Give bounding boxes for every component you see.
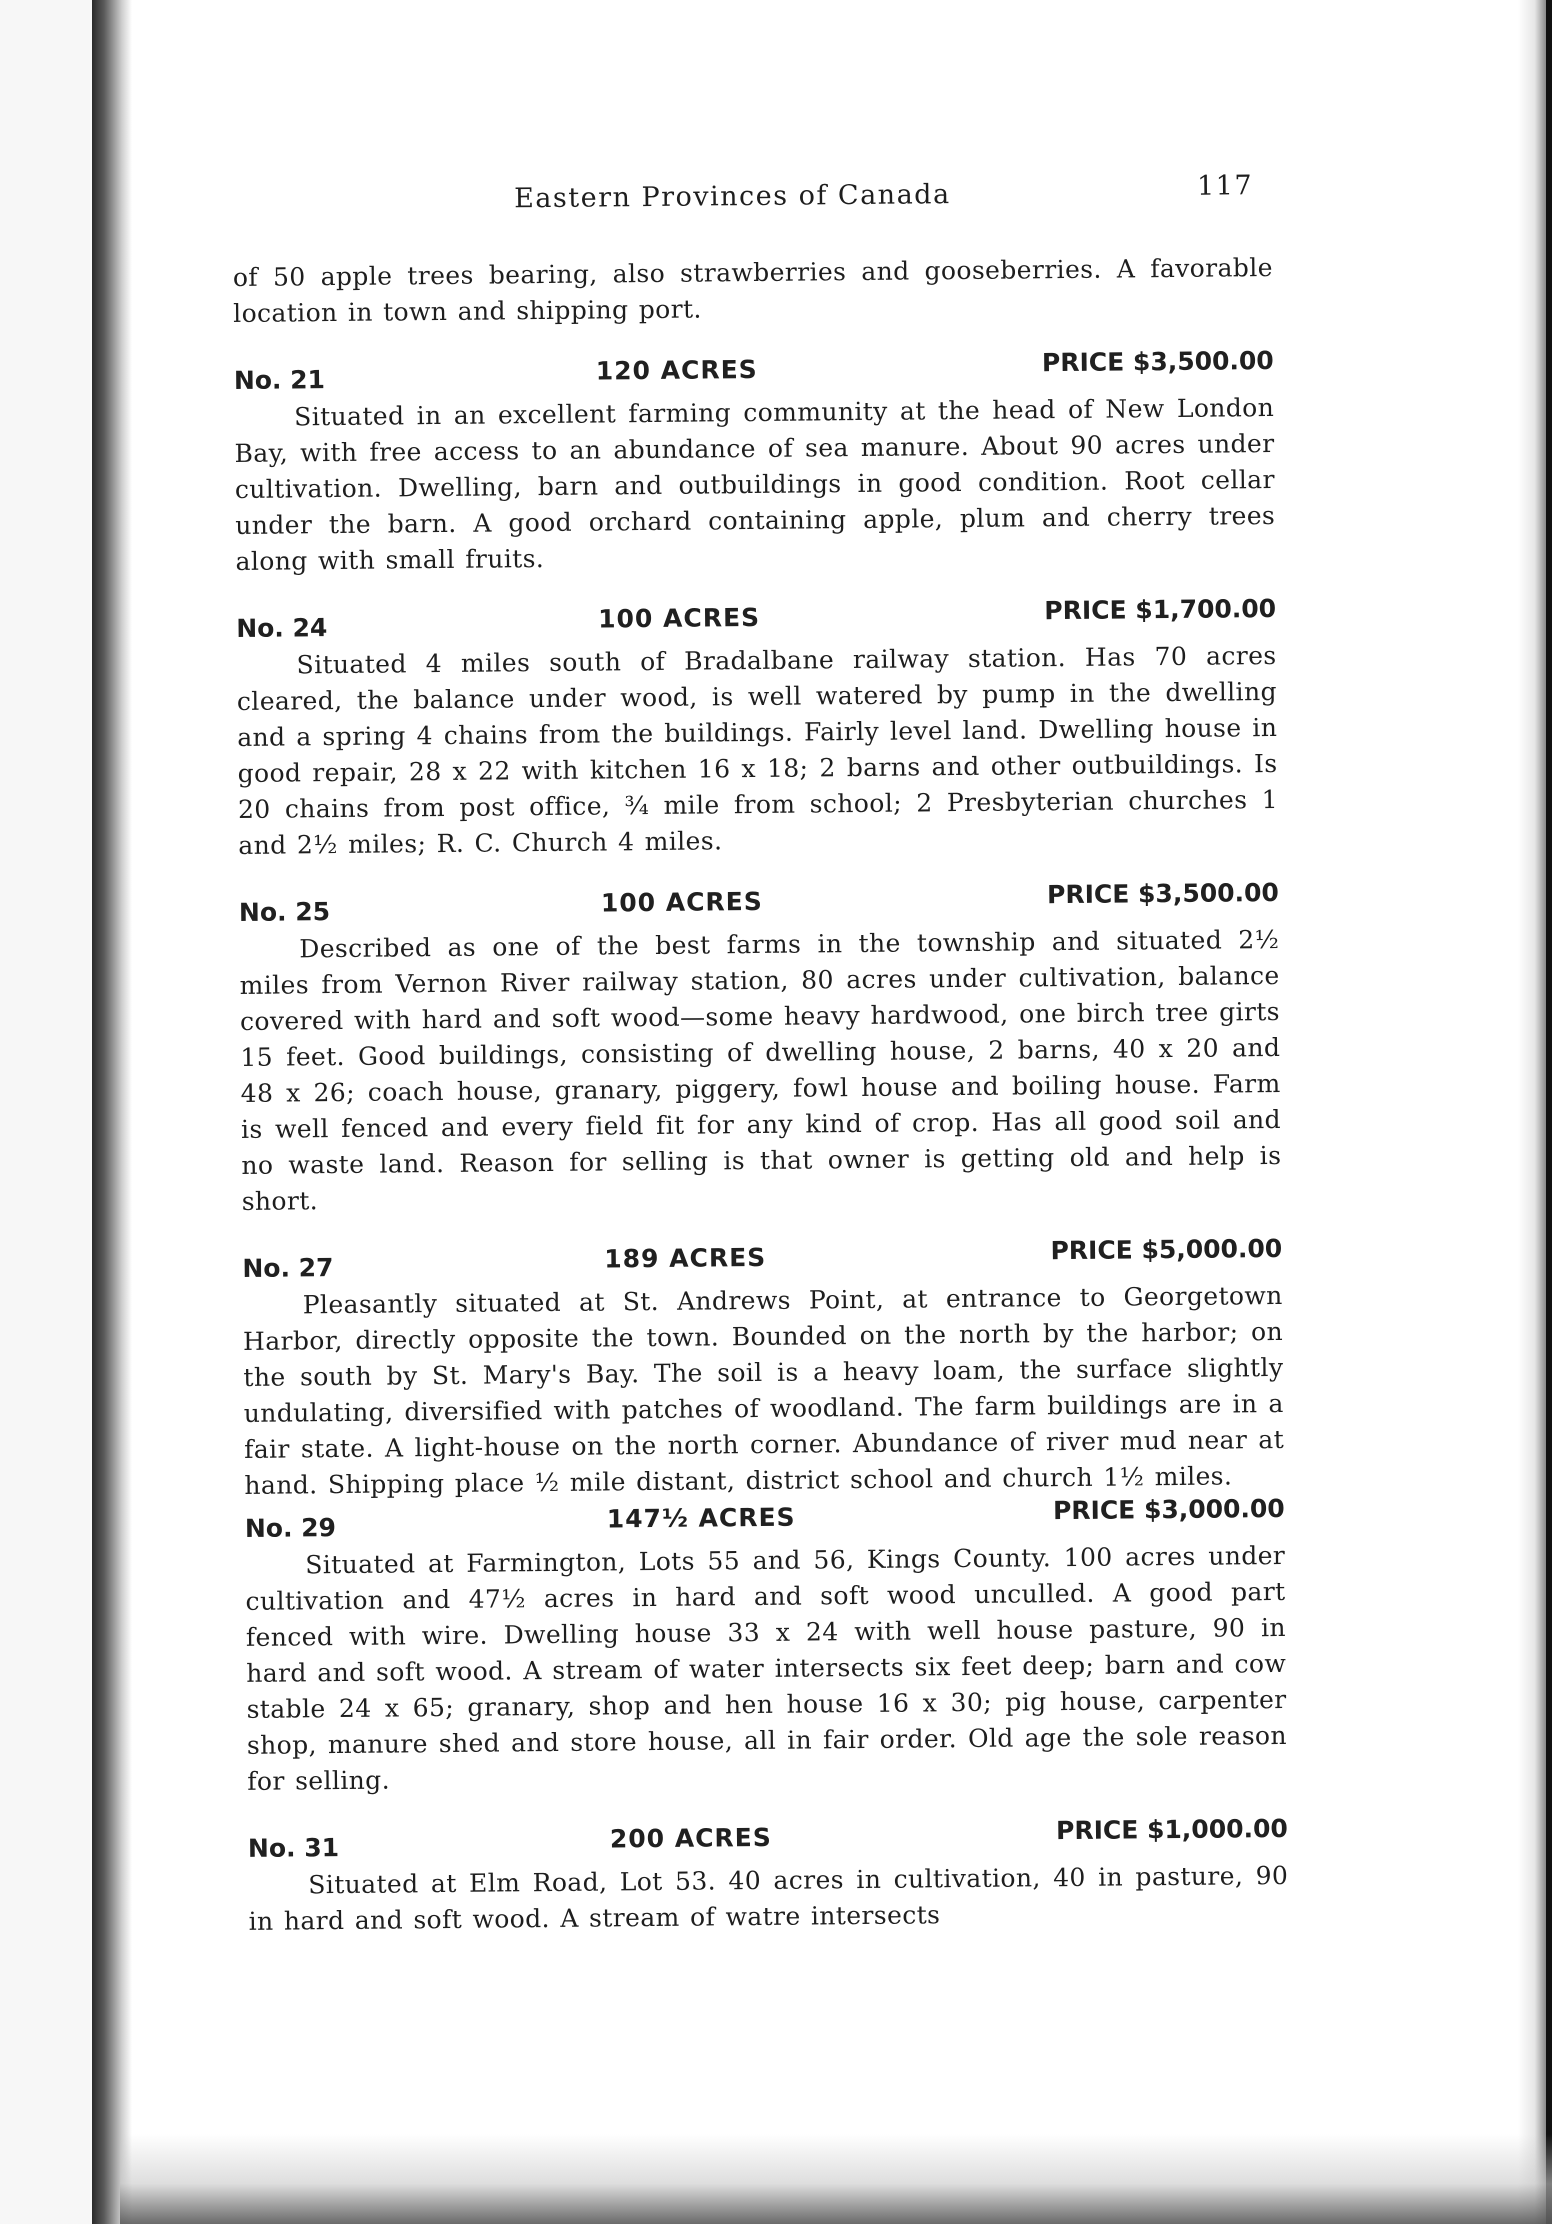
listing-no-21 bbox=[233, 346, 1276, 580]
listing-acres: 147½ ACRES bbox=[606, 1502, 796, 1534]
scan-border bbox=[1546, 0, 1552, 2224]
running-head bbox=[232, 170, 1272, 230]
listing-number: No. 29 bbox=[244, 1513, 337, 1543]
running-head-title: Eastern Provinces of Canada bbox=[513, 179, 951, 215]
book-gutter bbox=[92, 0, 132, 2224]
listing-description: Situated at Elm Road, Lot 53. 40 acres in cultivation, 40 in pasture, 90 in hard and soft wood. A stream of watre intersects bbox=[248, 1860, 1289, 1936]
listing-price: PRICE $5,000.00 bbox=[1050, 1233, 1283, 1266]
listing-description: Situated in an excellent farming community at the head of New London Bay, with free access to an abundance of sea manure. About 90 acres under cultivation. Dwelling, barn and outbuildings in good condition. Root cellar under the barn. A good orchard containing apple, plum and cherry trees along with small fruits. bbox=[234, 393, 1276, 576]
listing-description: Pleasantly situated at St. Andrews Point, at entrance to Georgetown Harbor, directly opposite the town. Bounded on the north by the harbor; on the south by St. Mary's Bay. The soil is a heavy loam, the surface slightly undulating, diversified with patches of woodland. The farm buildings are in a fair state. A light-house on the north corner. Abundance of river mud near at hand. Shipping place ½ mile distant, district school and church 1½ miles. bbox=[242, 1280, 1285, 1500]
listing-description: Described as one of the best farms in the township and situated 2½ miles from Vernon River railway station, 80 acres under cultivation, balance covered with hard and soft wood—some heavy hardwood, one birch tree girts 15 feet. Good buildings, consisting of dwelling house, 2 barns, 40 x 20 and 48 x 26; coach house, granary, piggery, fowl house and boiling house. Farm is well fenced and every field fit for any kind of crop. Has all good soil and no waste land. Reason for selling is that owner is getting old and help is short. bbox=[239, 924, 1282, 1216]
listing-no-25 bbox=[238, 877, 1282, 1220]
listing-price: PRICE $3,500.00 bbox=[1041, 346, 1274, 378]
continued-paragraph: of 50 apple trees bearing, also strawberries and gooseberries. A favorable location in town and shipping port. bbox=[232, 253, 1273, 328]
listing-number: No. 21 bbox=[233, 365, 326, 395]
bottom-shadow bbox=[120, 2134, 1552, 2224]
listing-acres: 100 ACRES bbox=[598, 602, 761, 634]
book-page bbox=[232, 170, 1289, 1940]
listing-price: PRICE $1,000.00 bbox=[1055, 1813, 1288, 1846]
page-edge-shadow bbox=[1518, 0, 1546, 2224]
listing-number: No. 27 bbox=[242, 1253, 334, 1283]
listing-acres: 100 ACRES bbox=[600, 886, 763, 918]
listing-number: No. 25 bbox=[238, 897, 331, 927]
listing-acres: 189 ACRES bbox=[604, 1242, 767, 1274]
listing-number: No. 31 bbox=[247, 1833, 340, 1863]
listing-no-31 bbox=[247, 1813, 1289, 1940]
listing-no-27 bbox=[242, 1233, 1285, 1504]
facing-page-edge bbox=[0, 0, 100, 2224]
listing-description: Situated 4 miles south of Bradalbane railway station. Has 70 acres cleared, the balance under wood, is well watered by pump in the dwelling and a spring 4 chains from the buildings. Fairly level land. Dwelling house in good repair, 28 x 22 with kitchen 16 x 18; 2 barns and other outbuildings. Is 20 chains from post office, ¾ mile from school; 2 Presbyterian churches 1 and 2½ miles; R. C. Church 4 miles. bbox=[236, 640, 1279, 860]
listing-no-24 bbox=[236, 593, 1279, 864]
listing-no-29 bbox=[244, 1493, 1288, 1800]
listing-description: Situated at Farmington, Lots 55 and 56, Kings County. 100 acres under cultivation and 47½ acres in hard and soft wood unculled. A good part fenced with wire. Dwelling house 33 x 24 with well house pasture, 90 in hard and soft wood. A stream of water intersects six feet deep; barn and cow stable 24 x 65; granary, shop and hen house 16 x 30; pig house, carpenter shop, manure shed and store house, all in fair order. Old age the sole reason for selling. bbox=[245, 1540, 1288, 1796]
listing-acres: 200 ACRES bbox=[609, 1822, 772, 1854]
listing-price: PRICE $1,700.00 bbox=[1044, 593, 1277, 626]
listing-number: No. 24 bbox=[236, 613, 328, 643]
listing-price: PRICE $3,000.00 bbox=[1052, 1493, 1285, 1526]
listing-price: PRICE $3,500.00 bbox=[1046, 877, 1279, 910]
page-number: 117 bbox=[1196, 170, 1254, 202]
listing-acres: 120 ACRES bbox=[595, 354, 758, 386]
